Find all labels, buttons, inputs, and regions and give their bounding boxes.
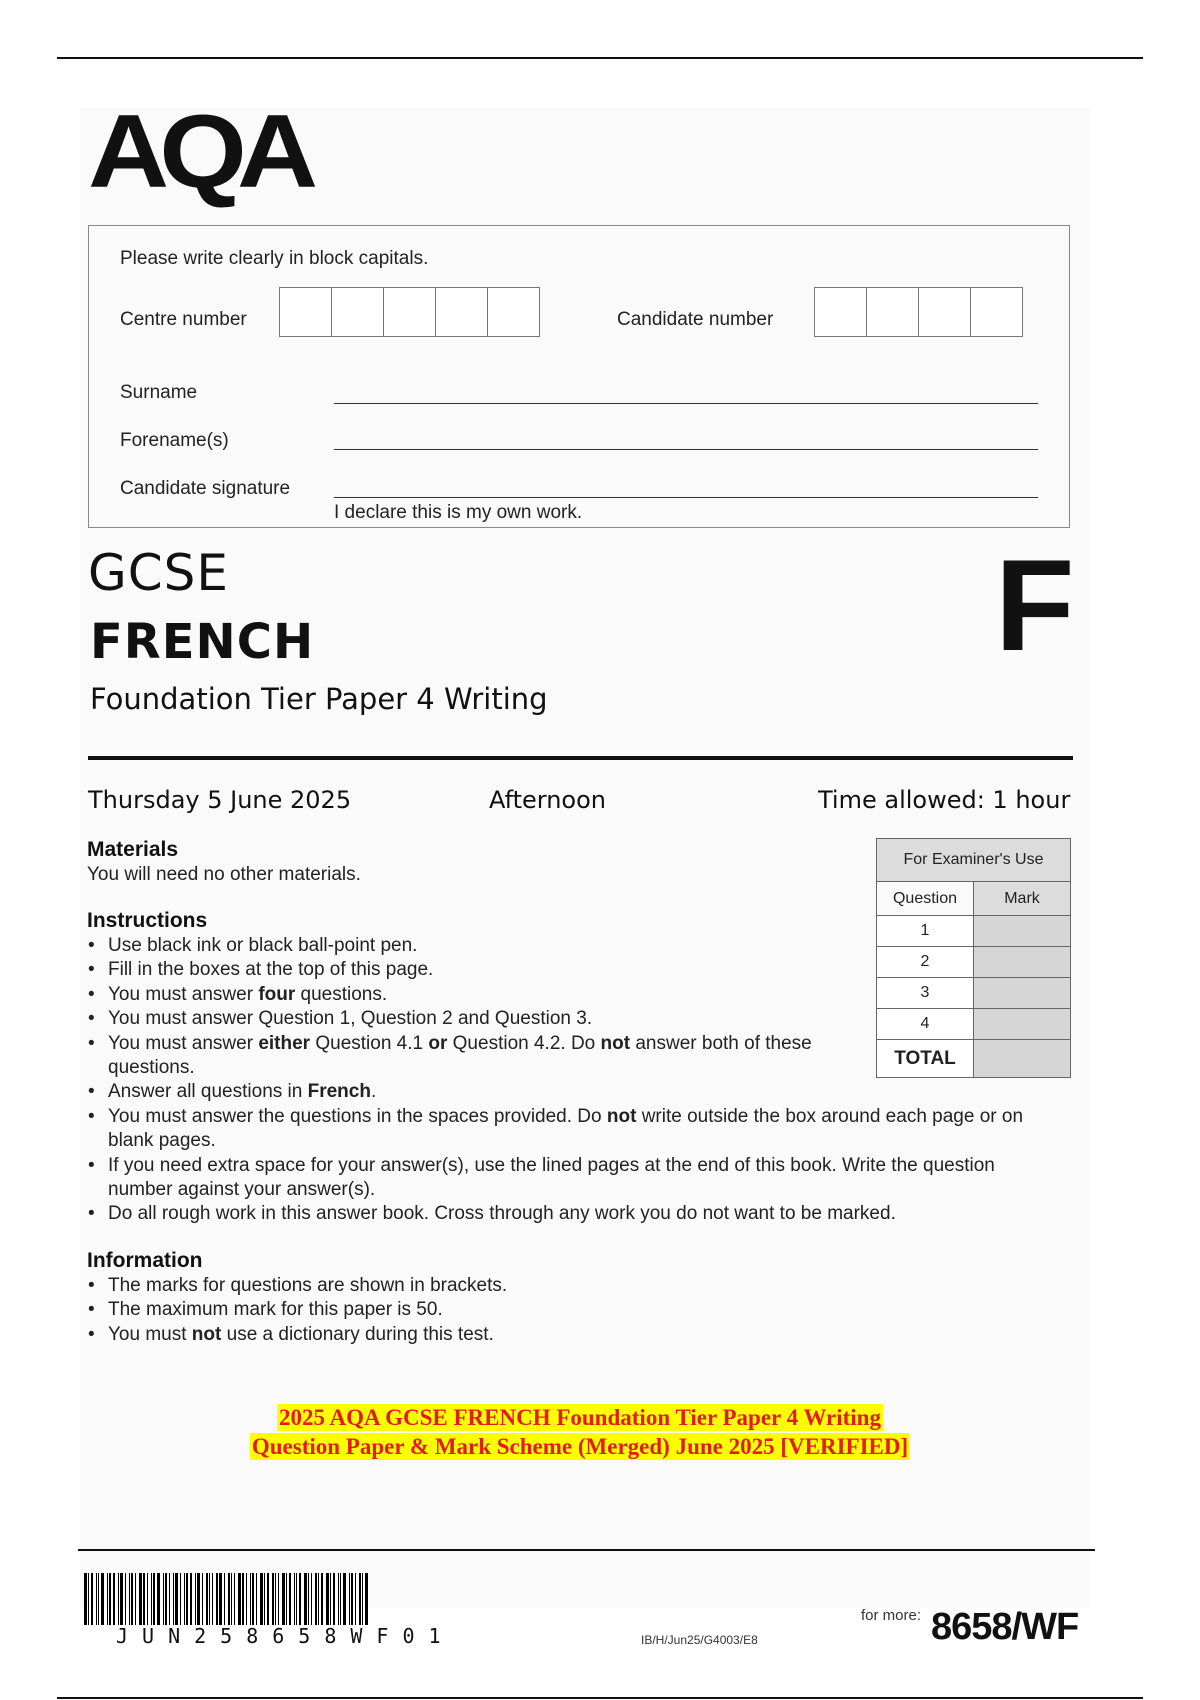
barcode-bar bbox=[120, 1573, 123, 1625]
barcode-bar bbox=[365, 1573, 368, 1625]
bottom-rule bbox=[57, 1697, 1143, 1699]
barcode-bar bbox=[118, 1573, 119, 1625]
reference-code: IB/H/Jun25/G4003/E8 bbox=[641, 1633, 758, 1647]
surname-label: Surname bbox=[120, 382, 198, 403]
barcode-bar bbox=[286, 1573, 287, 1625]
time-allowed: Time allowed: 1 hour bbox=[818, 786, 1071, 814]
exam-session: Afternoon bbox=[489, 786, 606, 814]
barcode-bar bbox=[304, 1573, 307, 1625]
barcode-bar bbox=[109, 1573, 111, 1625]
barcode-bar bbox=[151, 1573, 152, 1625]
mark-cell[interactable] bbox=[974, 916, 1071, 947]
barcode-bar bbox=[252, 1573, 254, 1625]
barcode-bar bbox=[88, 1573, 89, 1625]
barcode-bar bbox=[113, 1573, 115, 1625]
barcode-bar bbox=[299, 1573, 301, 1625]
barcode-bar bbox=[234, 1573, 235, 1625]
centre-digit-box[interactable] bbox=[331, 287, 384, 337]
barcode-bar bbox=[96, 1573, 97, 1625]
total-label: TOTAL bbox=[877, 1040, 974, 1078]
qualification-title: GCSE bbox=[88, 544, 229, 602]
candidate-digit-box[interactable] bbox=[866, 287, 919, 337]
barcode-bar bbox=[131, 1573, 133, 1625]
barcode-bar bbox=[267, 1573, 269, 1625]
more-label: for more: bbox=[861, 1607, 922, 1624]
barcode-bar bbox=[330, 1573, 331, 1625]
candidate-digit-box[interactable] bbox=[970, 287, 1023, 337]
barcode-bar bbox=[206, 1573, 208, 1625]
information-heading: Information bbox=[87, 1249, 203, 1272]
mark-cell[interactable] bbox=[974, 978, 1071, 1009]
candidate-number-boxes[interactable] bbox=[815, 287, 1023, 337]
instruction-item: • You must answer either Question 4.1 or Question 4.2. Do not answer both of these questions. bbox=[88, 1032, 848, 1081]
paper-title: Foundation Tier Paper 4 Writing bbox=[90, 682, 548, 716]
tier-letter: F bbox=[995, 532, 1075, 678]
barcode-bar bbox=[231, 1573, 232, 1625]
barcode-bar bbox=[228, 1573, 230, 1625]
barcode-bar bbox=[355, 1573, 356, 1625]
instruction-item: • Use black ink or black ball-point pen. bbox=[88, 934, 1072, 958]
question-number-cell: 4 bbox=[877, 1009, 974, 1040]
instruction-item: • You must answer the questions in the spaces provided. Do not write outside the box around each page or on blank pages. bbox=[88, 1105, 1068, 1154]
barcode-bar bbox=[184, 1573, 185, 1625]
barcode-bar bbox=[294, 1573, 295, 1625]
subject-title: FRENCH bbox=[90, 614, 315, 670]
block-capitals-instruction: Please write clearly in block capitals. bbox=[120, 248, 429, 269]
paper-code: 8658/WF bbox=[931, 1606, 1079, 1648]
barcode-bar bbox=[246, 1573, 247, 1625]
total-mark-cell[interactable] bbox=[974, 1040, 1071, 1078]
barcode-bar bbox=[143, 1573, 145, 1625]
barcode-bar bbox=[362, 1573, 363, 1625]
instruction-item: • Do all rough work in this answer book. Cross through any work you do not want to be marked. bbox=[88, 1202, 1072, 1226]
declaration-text: I declare this is my own work. bbox=[334, 502, 583, 523]
candidate-digit-box[interactable] bbox=[814, 287, 867, 337]
signature-line[interactable] bbox=[334, 497, 1038, 498]
barcode-bar bbox=[224, 1573, 225, 1625]
information-item: • The maximum mark for this paper is 50. bbox=[88, 1298, 988, 1322]
barcode-bar bbox=[282, 1573, 285, 1625]
instruction-item: • Fill in the boxes at the top of this page. bbox=[88, 958, 1072, 982]
barcode-bar bbox=[333, 1573, 335, 1625]
forenames-label: Forename(s) bbox=[120, 430, 229, 451]
title-divider bbox=[88, 756, 1073, 760]
promo-line-1 bbox=[0, 1405, 1160, 1431]
materials-text: You will need no other materials. bbox=[87, 864, 361, 885]
mark-column-header: Mark bbox=[974, 882, 1071, 916]
barcode-bar bbox=[311, 1573, 312, 1625]
barcode-bar bbox=[219, 1573, 222, 1625]
footer-rule bbox=[78, 1549, 1095, 1551]
mark-cell[interactable] bbox=[974, 947, 1071, 978]
top-rule bbox=[57, 57, 1143, 59]
barcode-bar bbox=[318, 1573, 319, 1625]
aqa-logo: AQA bbox=[88, 94, 309, 210]
examiner-table-title: For Examiner's Use bbox=[877, 839, 1071, 882]
instruction-item: • If you need extra space for your answer(s), use the lined pages at the end of this book. Write the question number against your answer(s). bbox=[88, 1154, 1048, 1203]
barcode-bar bbox=[264, 1573, 265, 1625]
barcode-bar bbox=[349, 1573, 350, 1625]
barcode-bar bbox=[186, 1573, 188, 1625]
promo-line-2 bbox=[0, 1434, 1160, 1460]
centre-digit-box[interactable] bbox=[279, 287, 332, 337]
barcode-bar bbox=[216, 1573, 218, 1625]
barcode-bar bbox=[153, 1573, 155, 1625]
forenames-line[interactable] bbox=[334, 449, 1038, 450]
barcode-bar bbox=[212, 1573, 213, 1625]
information-item: • You must not use a dictionary during this test. bbox=[88, 1323, 988, 1347]
barcode-bar bbox=[256, 1573, 257, 1625]
barcode-bar bbox=[180, 1573, 181, 1625]
barcode-bar bbox=[195, 1573, 196, 1625]
barcode-bar bbox=[165, 1573, 167, 1625]
candidate-number-label: Candidate number bbox=[617, 309, 774, 330]
barcode-bar bbox=[84, 1573, 87, 1625]
barcode-bar bbox=[190, 1573, 192, 1625]
examiner-use-table bbox=[876, 838, 1071, 1078]
materials-heading: Materials bbox=[87, 838, 179, 861]
barcode-bar bbox=[315, 1573, 317, 1625]
barcode-bar bbox=[338, 1573, 339, 1625]
barcode-bar bbox=[169, 1573, 170, 1625]
barcode-bar bbox=[272, 1573, 274, 1625]
barcode-bar bbox=[242, 1573, 244, 1625]
barcode-bar bbox=[107, 1573, 108, 1625]
question-number-cell: 2 bbox=[877, 947, 974, 978]
barcode-bar bbox=[197, 1573, 200, 1625]
barcode-bar bbox=[340, 1573, 341, 1625]
barcode-bar bbox=[202, 1573, 203, 1625]
barcode-bar bbox=[175, 1573, 178, 1625]
question-number-cell: 1 bbox=[877, 916, 974, 947]
centre-digit-box[interactable] bbox=[487, 287, 540, 337]
candidate-digit-box[interactable] bbox=[918, 287, 971, 337]
barcode-bar bbox=[101, 1573, 104, 1625]
barcode-bar bbox=[129, 1573, 130, 1625]
barcode-bar bbox=[308, 1573, 309, 1625]
instruction-item: • Answer all questions in French. bbox=[88, 1080, 1072, 1104]
barcode-bar bbox=[359, 1573, 361, 1625]
exam-date: Thursday 5 June 2025 bbox=[88, 786, 352, 814]
barcode-bar bbox=[278, 1573, 279, 1625]
barcode-bar bbox=[326, 1573, 329, 1625]
barcode-bar bbox=[343, 1573, 346, 1625]
barcode-bar bbox=[163, 1573, 164, 1625]
instruction-item: • You must answer Question 1, Question 2 and Question 3. bbox=[88, 1007, 1072, 1031]
barcode-bar bbox=[147, 1573, 148, 1625]
centre-digit-box[interactable] bbox=[435, 287, 488, 337]
barcode-bar bbox=[98, 1573, 99, 1625]
centre-digit-box[interactable] bbox=[383, 287, 436, 337]
surname-line[interactable] bbox=[334, 403, 1038, 404]
barcode-bar bbox=[289, 1573, 291, 1625]
barcode-bar bbox=[250, 1573, 251, 1625]
centre-number-label: Centre number bbox=[120, 309, 247, 330]
barcode-bar bbox=[275, 1573, 276, 1625]
information-list bbox=[88, 1274, 988, 1347]
barcode-bar bbox=[321, 1573, 323, 1625]
barcode-bar bbox=[260, 1573, 263, 1625]
barcode-bar bbox=[125, 1573, 126, 1625]
instructions-heading: Instructions bbox=[87, 909, 208, 932]
information-item: • The marks for questions are shown in brackets. bbox=[88, 1274, 988, 1298]
promo-text-1: 2025 AQA GCSE FRENCH Foundation Tier Paper 4 Writing bbox=[279, 1405, 881, 1430]
instruction-item: • You must answer four questions. bbox=[88, 983, 1072, 1007]
barcode-text: JUN258658WF01 bbox=[116, 1624, 455, 1648]
barcode-bar bbox=[238, 1573, 241, 1625]
barcode-bar bbox=[296, 1573, 297, 1625]
barcode-bar bbox=[139, 1573, 142, 1625]
barcode-bar bbox=[91, 1573, 93, 1625]
centre-number-boxes[interactable] bbox=[280, 287, 540, 337]
barcode-bar bbox=[173, 1573, 174, 1625]
question-number-cell: 3 bbox=[877, 978, 974, 1009]
mark-cell[interactable] bbox=[974, 1009, 1071, 1040]
promo-text-2: Question Paper & Mark Scheme (Merged) June 2025 [VERIFIED] bbox=[251, 1434, 909, 1459]
question-column-header: Question bbox=[877, 882, 974, 916]
barcode-bar bbox=[351, 1573, 353, 1625]
barcode bbox=[84, 1573, 498, 1625]
barcode-bar bbox=[157, 1573, 160, 1625]
barcode-bar bbox=[135, 1573, 136, 1625]
barcode-bar bbox=[209, 1573, 210, 1625]
signature-label: Candidate signature bbox=[120, 478, 291, 499]
